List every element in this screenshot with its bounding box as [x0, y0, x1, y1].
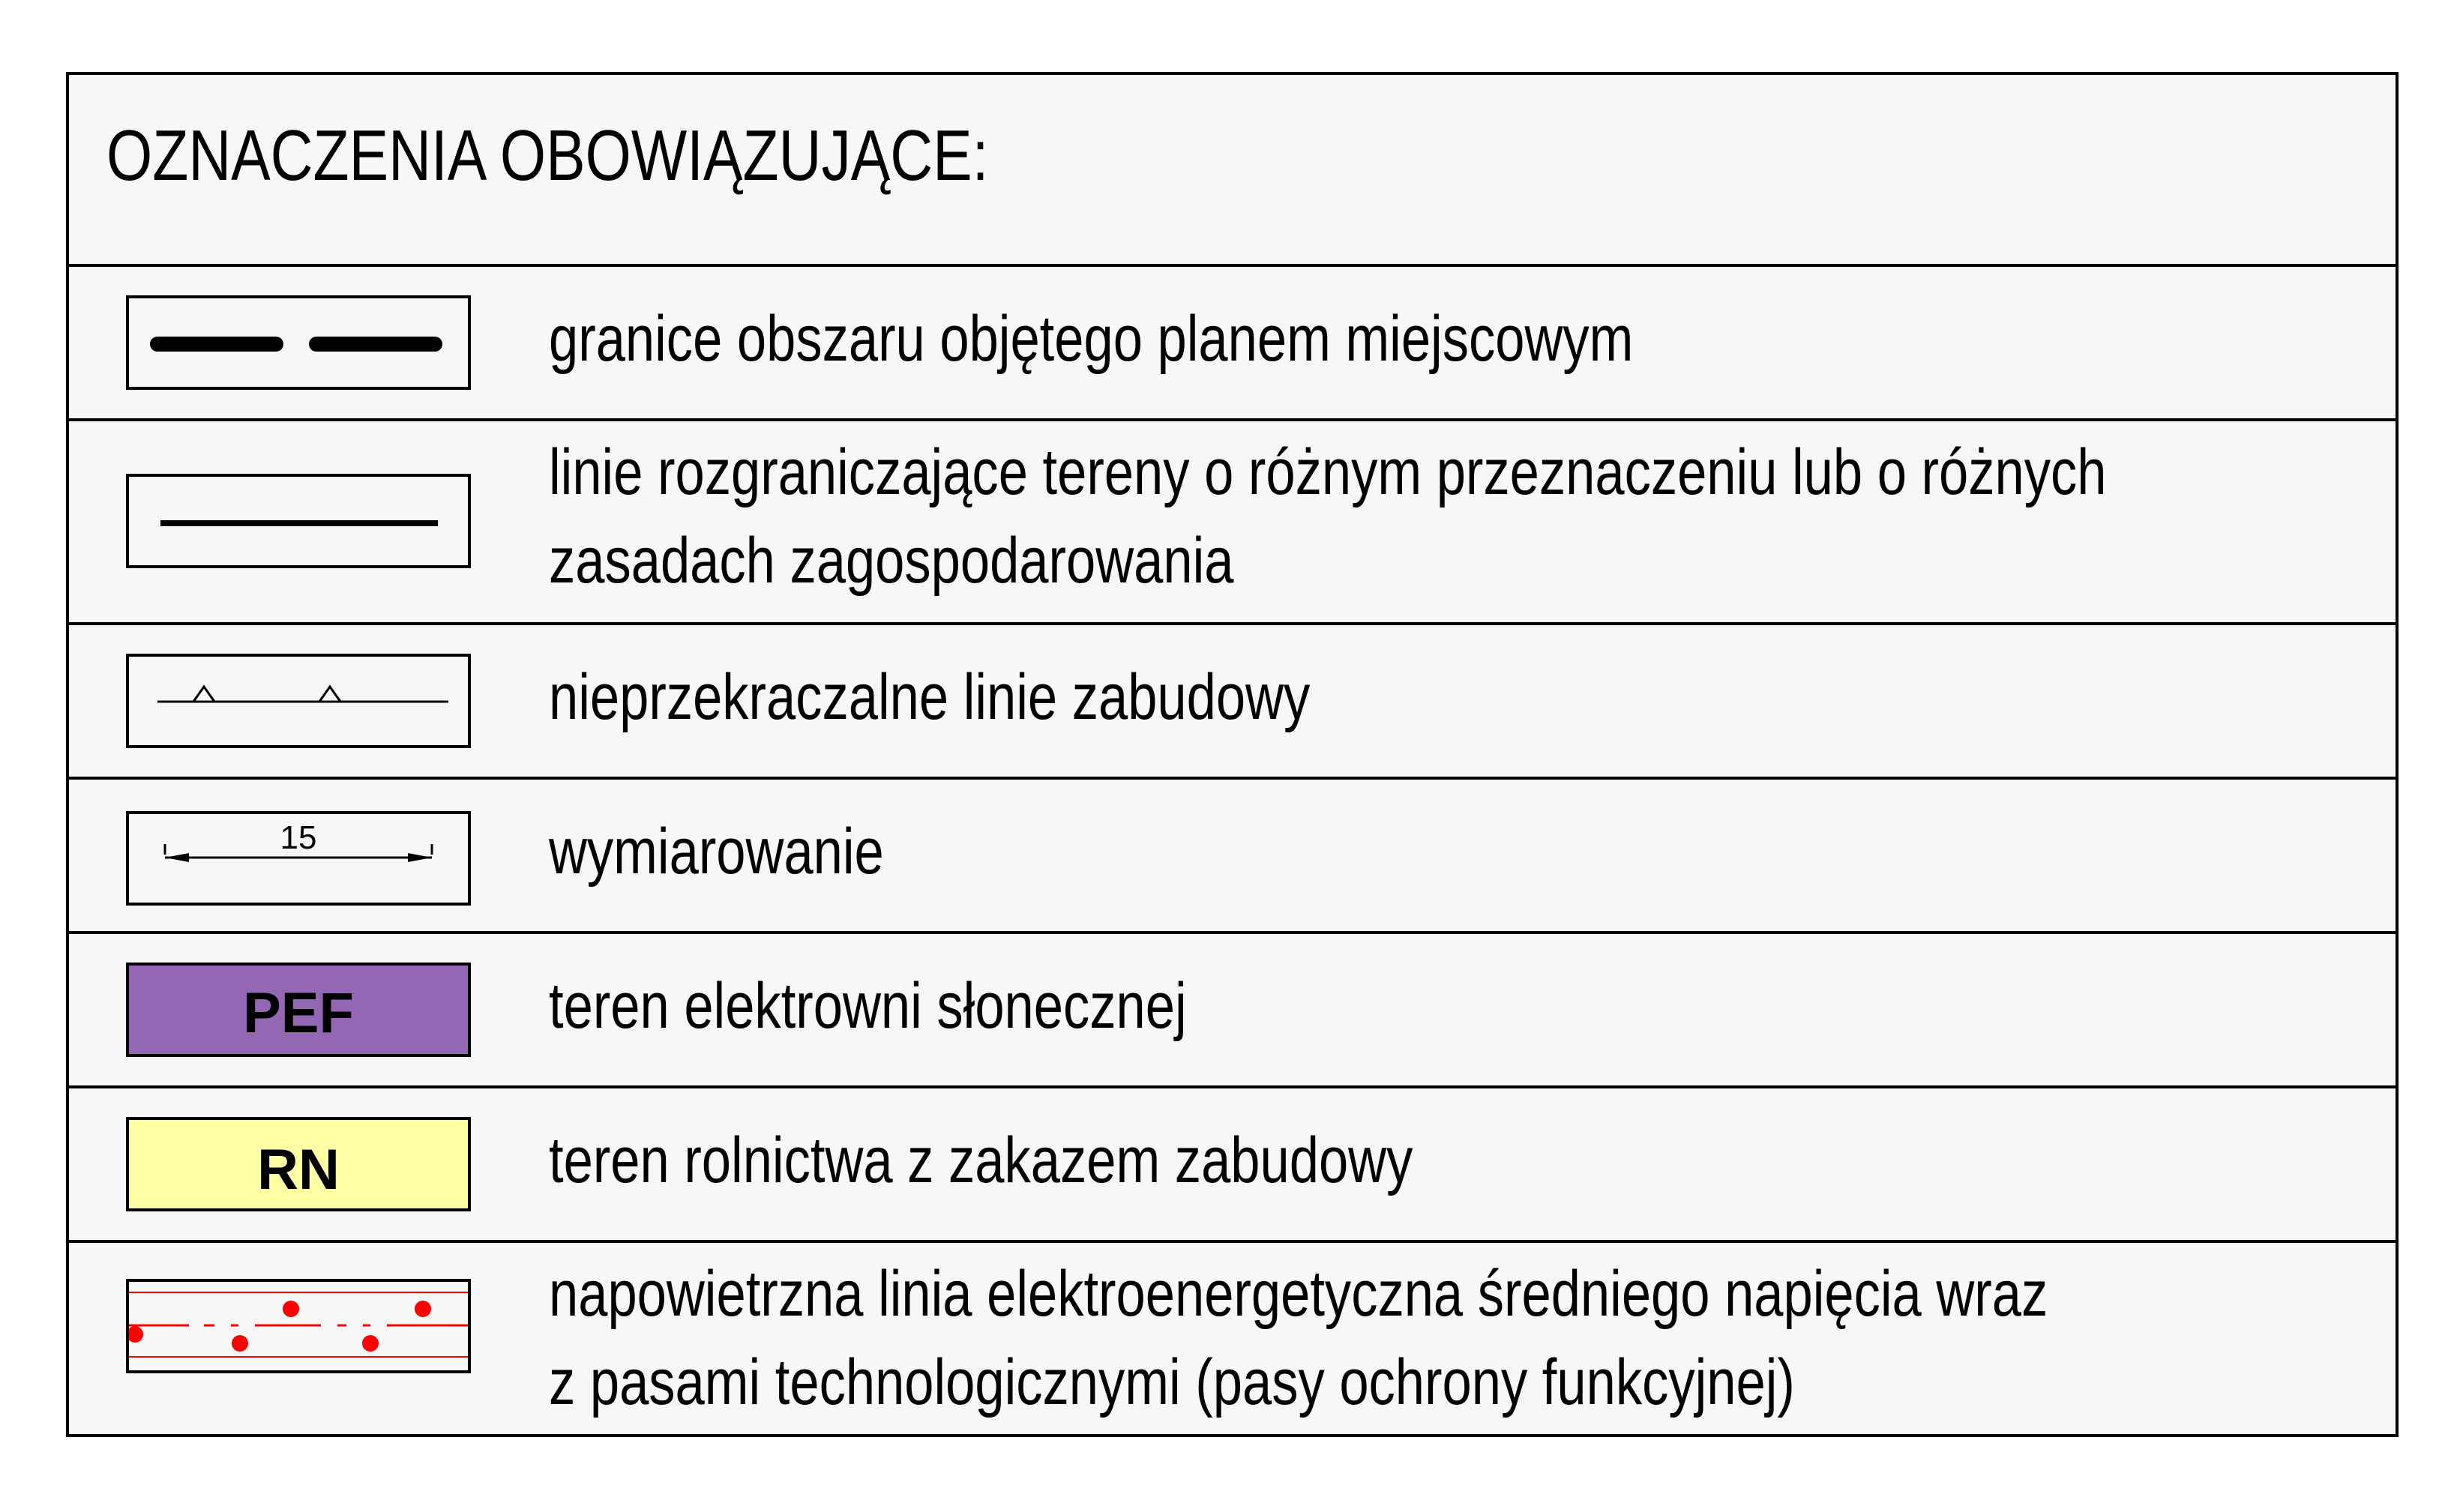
legend-row-dimensioning [69, 777, 2396, 931]
legend-row-demarcation-lines [69, 418, 2396, 622]
power-line-icon [126, 1279, 471, 1373]
legend-label: wymiarowanie [549, 816, 884, 888]
dashed-boundary-icon [126, 295, 471, 390]
zone-code-rn: RN [257, 1137, 340, 1202]
legend-label-continued: z pasami technologicznymi (pasy ochrony funkcyjnej) [549, 1346, 1795, 1418]
zone-code-pef: PEF [243, 981, 354, 1045]
rn-swatch [126, 1117, 471, 1211]
dimension-value: 15 [280, 819, 317, 856]
legend-title: OZNACZENIA OBOWIĄZUJĄCE: [106, 115, 989, 196]
dimension-line-icon [126, 811, 471, 906]
legend-label: napowietrzna linia elektroenergetyczna średniego napięcia wraz [549, 1258, 2048, 1330]
legend-label: nieprzekraczalne linie zabudowy [549, 661, 1311, 733]
map-legend [66, 72, 2399, 1437]
legend-label: granice obszaru objętego planem miejscowym [549, 303, 1634, 375]
legend-row-plan-boundary [69, 264, 2396, 418]
legend-row-power-line [69, 1240, 2396, 1440]
legend-label: teren elektrowni słonecznej [549, 970, 1187, 1042]
legend-row-building-lines [69, 622, 2396, 777]
legend-label: teren rolnictwa z zakazem zabudowy [549, 1124, 1413, 1196]
legend-row-pef [69, 931, 2396, 1085]
pef-swatch [126, 963, 471, 1057]
solid-line-icon [126, 474, 471, 568]
legend-label: linie rozgraniczające tereny o różnym przeznaczeniu lub o różnych [549, 436, 2107, 508]
building-line-icon [126, 654, 471, 748]
legend-header [69, 75, 2396, 264]
legend-row-rn [69, 1085, 2396, 1240]
legend-label-continued: zasadach zagospodarowania [549, 525, 1234, 597]
